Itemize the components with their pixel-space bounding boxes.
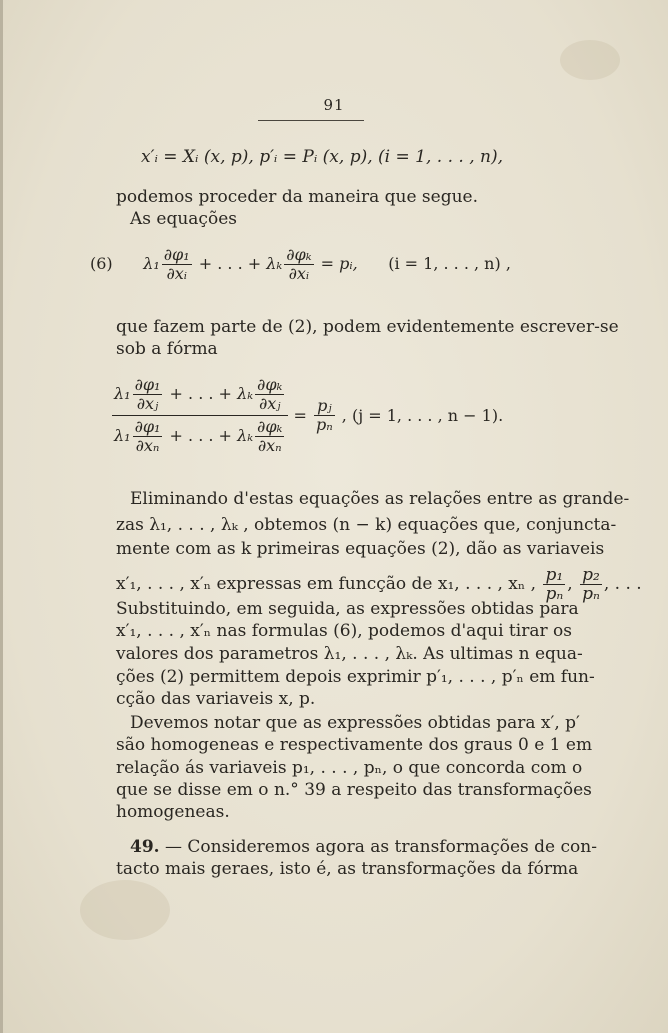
text-line: Eliminando d'estas equações as relações entre as grande- (130, 489, 630, 509)
text-line-with-fractions: x′₁, . . . , x′ₙ expressas em funcção de x₁, . . . , xₙ , $\frac{\text{p₁}}{\text{pₙ}}$ , $\frac{\text{p₂}}{\text{pₙ}}$ , . . . (116, 565, 642, 604)
operator: + . . . + (169, 426, 232, 445)
coefficient: λₖ (266, 254, 283, 273)
paper-stain (80, 880, 170, 940)
fraction (314, 397, 335, 434)
big-fraction-denominator (112, 416, 288, 455)
fraction-numerator: pⱼ (314, 397, 335, 416)
fraction-denominator: ∂xᵢ (288, 264, 310, 283)
text-segment: , . . . (603, 574, 642, 594)
section-number: 49. (130, 837, 160, 857)
fraction-numerator: ∂φ₁ (134, 375, 161, 394)
coefficient: λ₁ (114, 384, 131, 403)
equation-6 (90, 246, 511, 283)
fraction-denominator: ∂xₙ (135, 436, 160, 455)
page-number: 91 (323, 96, 345, 114)
text-line: ções (2) permittem depois exprimir p′₁, . . . , p′ₙ em fun- (116, 667, 595, 687)
fraction-denominator: pₙ (315, 415, 333, 434)
equation-condition: (i = 1, . . . , n) , (388, 254, 511, 273)
big-fraction (112, 376, 288, 455)
text-line: mente com as k primeiras equações (2), dão as variaveis (116, 539, 605, 559)
text-line: As equações (130, 209, 237, 229)
fraction (133, 418, 163, 455)
equals-sign: = (293, 406, 307, 425)
fraction-denominator: pₙ (582, 584, 600, 604)
coefficient: λ₁ (143, 254, 160, 273)
text-line: tacto mais geraes, isto é, as transformações da fórma (116, 859, 579, 879)
equation-rhs: = pᵢ, (320, 254, 358, 273)
section-start-line (130, 836, 597, 858)
fraction-numerator: p₁ (543, 566, 565, 585)
fraction-denominator: ∂xᵢ (166, 264, 187, 283)
text-line: sob a fórma (116, 339, 218, 359)
operator: + . . . + (198, 254, 262, 273)
page-edge (0, 0, 3, 1033)
text-line: que se disse em o n.° 39 a respeito das transformações (116, 780, 592, 800)
text-line: zas λ₁, . . . , λₖ , obtemos (n − k) equações que, conjuncta- (116, 515, 617, 535)
operator: + . . . + (169, 384, 232, 403)
fraction (133, 376, 163, 413)
fraction-numerator: ∂φ₁ (163, 245, 190, 264)
fraction-numerator: ∂φₖ (257, 417, 283, 436)
header-rule (258, 120, 364, 121)
fraction-denominator: ∂xₙ (257, 436, 282, 455)
ratio-equation (112, 376, 503, 455)
text-line: x′₁, . . . , x′ₙ nas formulas (6), podemos d'aqui tirar os (116, 621, 572, 641)
fraction (284, 246, 313, 283)
fraction (162, 246, 192, 283)
text-line: são homogeneas e respectivamente dos graus 0 e 1 em (116, 735, 593, 755)
equation-condition: , (j = 1, . . . , n − 1). (341, 406, 504, 425)
fraction-numerator: ∂φ₁ (134, 417, 161, 436)
fraction (543, 566, 565, 603)
fraction-numerator: ∂φₖ (257, 375, 283, 394)
text-line: homogeneas. (116, 802, 230, 822)
fraction-numerator: ∂φₖ (286, 245, 312, 264)
fraction-denominator: pₙ (545, 584, 564, 604)
fraction (255, 418, 284, 455)
text-line: que fazem parte de (2), podem evidentemente escrever-se (116, 317, 619, 337)
paper-stain (560, 40, 620, 80)
coefficient: λₖ (237, 384, 254, 403)
text-line: relação ás variaveis p₁, . . . , pₙ, o que concorda com o (116, 758, 583, 778)
text-line: Devemos notar que as expressões obtidas para x′, p′ (130, 713, 580, 733)
big-fraction-numerator (112, 376, 288, 416)
coefficient: λₖ (237, 426, 254, 445)
text-line: Substituindo, em seguida, as expressões obtidas para (116, 599, 579, 619)
fraction (255, 376, 284, 413)
text-line: valores dos parametros λ₁, . . . , λₖ. As ultimas n equa- (116, 644, 583, 664)
fraction (580, 566, 602, 603)
text-line: cção das variaveis x, p. (116, 689, 316, 709)
text-line: podemos proceder da maneira que segue. (116, 187, 479, 207)
coefficient: λ₁ (114, 426, 131, 445)
fraction-numerator: p₂ (580, 566, 602, 585)
fraction-denominator: ∂xⱼ (136, 394, 159, 413)
text-segment: x′₁, . . . , x′ₙ expressas em funcção de x₁, . . . , xₙ , (116, 574, 537, 594)
fraction-denominator: ∂xⱼ (258, 394, 281, 413)
equation-label: (6) (90, 254, 113, 273)
equation-top: x′ᵢ = Xᵢ (x, p), p′ᵢ = Pᵢ (x, p), (i = 1, . . . , n), (141, 147, 503, 167)
text-segment: — Consideremos agora as transformações de con- (164, 837, 597, 857)
